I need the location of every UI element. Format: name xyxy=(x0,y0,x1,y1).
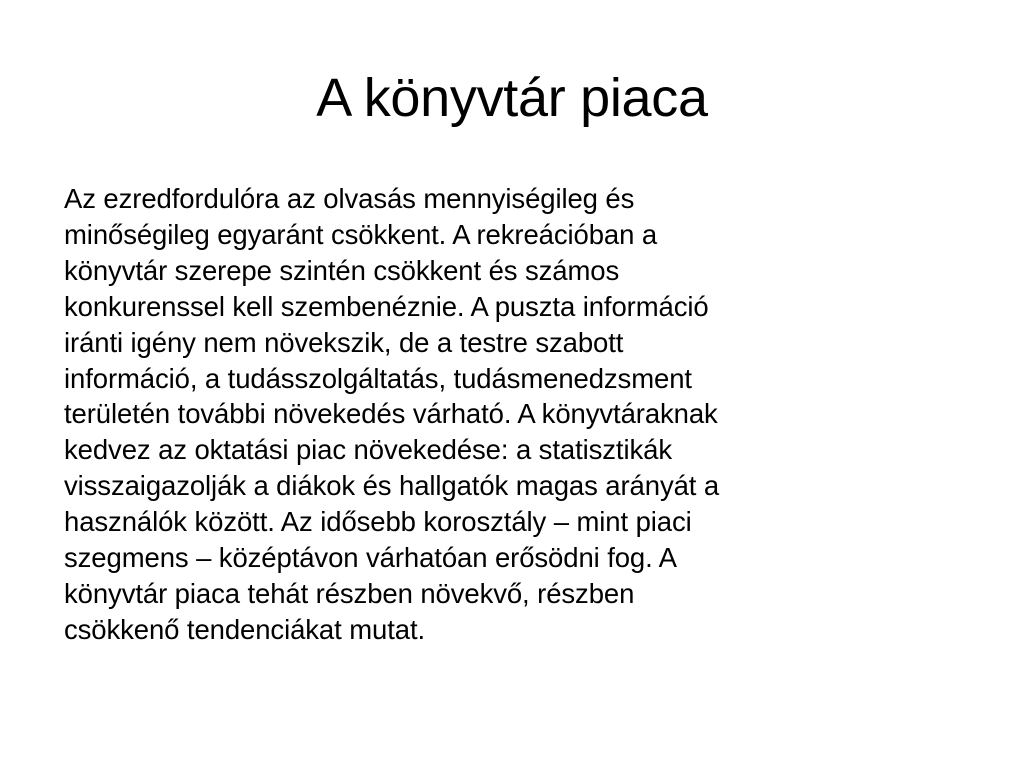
slide-title: A könyvtár piaca xyxy=(316,68,708,128)
body-line: Az ezredfordulóra az olvasás mennyiségileg és xyxy=(64,183,635,214)
body-line: minőségileg egyaránt csökkent. A rekreációban a xyxy=(64,218,658,250)
body-line: csökkenő tendenciákat mutat. xyxy=(64,613,426,645)
body-line: szegmens – középtávon várhatóan erősödni fog. A xyxy=(64,542,677,574)
body-line: könyvtár piaca tehát részben növekvő, részben xyxy=(64,577,635,609)
body-line: iránti igény nem növekszik, de a testre szabott xyxy=(64,326,624,358)
body-line: információ, a tudásszolgáltatás, tudásmenedzsment xyxy=(64,362,692,394)
body-line: könyvtár szerepe szintén csökkent és számos xyxy=(64,254,620,286)
body-line: területén további növekedés várható. A könyvtáraknak xyxy=(64,398,718,430)
body-line: kedvez az oktatási piac növekedése: a statisztikák xyxy=(64,434,672,466)
body-line: visszaigazolják a diákok és hallgatók magas arányát a xyxy=(64,470,720,502)
body-line: konkurenssel kell szembenéznie. A puszta információ xyxy=(64,290,709,322)
body-paragraph xyxy=(64,181,964,648)
slide-body xyxy=(64,181,964,648)
body-line: használók között. Az idősebb korosztály – mint piaci xyxy=(64,506,692,538)
